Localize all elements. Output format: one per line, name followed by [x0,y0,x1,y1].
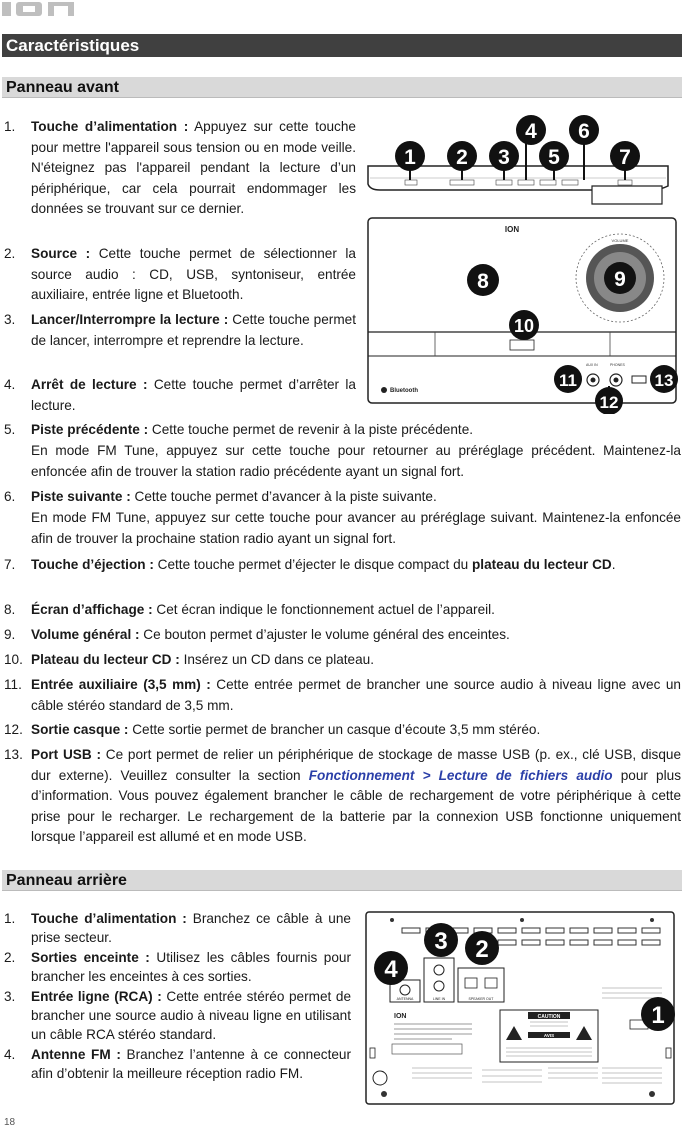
front-item-8: Écran d’affichage : Cet écran indique le fonctionnement actuel de l’appareil. [31,602,495,617]
item-number: 7. [4,557,16,572]
svg-text:3: 3 [498,146,510,169]
item-number: 11. [4,677,22,692]
front-panel-heading: Panneau avant [2,77,682,98]
front-item-11: Entrée auxiliaire (3,5 mm) : Cette entrée permet de brancher une source audio à niveau ligne avec un câble stéréo standard de 3,5 mm. [31,677,681,713]
svg-text:PHONES: PHONES [610,363,625,367]
page-number: 18 [4,1117,16,1128]
svg-text:2: 2 [456,146,468,169]
svg-text:ANTENNA: ANTENNA [396,997,414,1001]
front-item-3: Lancer/Interrompre la lecture : Cette touche permet de lancer, interrompre et reprendre la lecture. [31,312,356,348]
front-item-13: Port USB : Ce port permet de relier un périphérique de stockage de masse USB (p. ex., clé USB, disque dur externe). Veuillez consulter la section Fonctionnement > Lecture de fichiers audio pour plus d’information. Vous pouvez également brancher le câble de rechargement de votre périphérique à cette prise pour le recharger. Le rechargement de la batterie par la connexion USB fonctionne uniquement lorsque l’appareil est allumé et en mode USB. [31,747,682,844]
page-title: Caractéristiques [2,34,682,57]
front-item-1: Touche d’alimentation : Appuyez sur cette touche pour mettre l'appareil sous tension ou en mode veille. N'éteignez pas l'appareil pendant la lecture d’un périphérique, car cela pourrait endommager les données se trouvant sur ce dernier. [31,119,356,216]
item-number: 4. [4,1047,16,1062]
svg-text:9: 9 [614,268,626,291]
svg-text:AUX IN: AUX IN [586,363,598,367]
item-number: 6. [4,489,16,504]
rear-item-1: Touche d’alimentation : Branchez ce câble à une prise secteur. [31,911,351,945]
item-number: 10. [4,652,23,667]
svg-text:LINE IN: LINE IN [432,997,446,1001]
front-panel-diagram [360,114,682,414]
item-number: 3. [4,989,16,1004]
svg-text:6: 6 [578,120,590,143]
front-item-12: Sortie casque : Cette sortie permet de brancher un casque d’écoute 3,5 mm stéréo. [31,722,541,737]
rear-item-2: Sorties enceinte : Utilisez les câbles fournis pour brancher les enceintes à ces sorties. [31,950,351,984]
svg-text:4: 4 [525,120,537,143]
rear-panel-heading: Panneau arrière [2,870,682,891]
item-number: 12. [4,722,23,737]
rear-panel-diagram [362,908,680,1108]
svg-text:2: 2 [475,936,489,963]
svg-text:VOLUME: VOLUME [611,238,629,243]
rear-callout-1 [641,997,675,1031]
callout-11 [554,365,582,393]
svg-text:ION: ION [2,1,4,2]
svg-text:1: 1 [651,1002,665,1029]
svg-text:Bluetooth: Bluetooth [390,388,418,394]
svg-text:ION: ION [504,225,520,234]
svg-text:4: 4 [384,956,398,983]
section-link[interactable]: Fonctionnement > Lecture de fichiers audio [308,767,613,783]
front-item-7: Touche d’éjection : Cette touche permet d’éjecter le disque compact du plateau du lecteur CD. [31,557,616,572]
callout-9 [604,262,636,294]
callout-8 [467,264,499,296]
front-item-9: Volume général : Ce bouton permet d’ajuster le volume général des enceintes. [31,627,510,642]
item-number: 2. [4,950,16,965]
svg-text:10: 10 [513,316,535,336]
svg-text:12: 12 [599,393,619,412]
item-number: 1. [4,911,16,926]
item-number: 8. [4,602,16,617]
front-item-5-detail: En mode FM Tune, appuyez sur cette touche pour retourner au préréglage précédent. Maintenez-la enfoncée afin de trouver la station radio précédente ayant un signal fort. [31,443,681,479]
item-number: 9. [4,627,16,642]
item-number: 13. [4,747,23,762]
front-item-2: Source : Cette touche permet de sélectionner la source audio : CD, USB, syntoniseur, entrée auxiliaire, entrée ligne et Bluetooth. [31,246,356,302]
rear-item-4: Antenne FM : Branchez l’antenne à ce connecteur afin d’obtenir la meilleure réception radio FM. [31,1047,351,1081]
ion-logo [2,1,82,17]
callout-10 [509,310,539,340]
svg-text:3: 3 [434,928,448,955]
front-item-10: Plateau du lecteur CD : Insérez un CD dans ce plateau. [31,652,375,667]
item-number: 1. [4,119,16,134]
rear-callout-4 [374,951,408,985]
item-number: 2. [4,246,16,261]
rear-callout-3 [424,923,458,957]
svg-text:1: 1 [404,146,416,169]
svg-text:AVIS: AVIS [543,1033,555,1038]
front-item-6: Piste suivante : Cette touche permet d’avancer à la piste suivante. [31,489,437,504]
svg-text:8: 8 [477,270,489,293]
svg-text:11: 11 [559,371,577,390]
svg-text:CAUTION: CAUTION [537,1014,561,1020]
svg-text:ION: ION [394,1013,407,1020]
front-item-6-detail: En mode FM Tune, appuyez sur cette touche pour avancer au préréglage suivant. Maintenez-la enfoncée afin de trouver la prochaine station radio ayant un signal fort. [31,510,681,546]
svg-text:5: 5 [548,146,560,169]
item-number: 4. [4,377,16,392]
svg-text:7: 7 [619,146,631,169]
callout-13 [650,365,678,393]
rear-callout-2 [465,931,499,965]
svg-text:SPEAKER OUT: SPEAKER OUT [468,997,494,1001]
svg-text:13: 13 [654,371,674,390]
item-number: 3. [4,312,16,327]
item-number: 5. [4,422,16,437]
front-item-4: Arrêt de lecture : Cette touche permet d’arrêter la lecture. [31,377,356,413]
rear-item-3: Entrée ligne (RCA) : Cette entrée stéréo permet de brancher une source audio à niveau ligne en utilisant un câble RCA stéréo standard. [31,989,351,1042]
front-item-5: Piste précédente : Cette touche permet de revenir à la piste précédente. [31,422,474,437]
